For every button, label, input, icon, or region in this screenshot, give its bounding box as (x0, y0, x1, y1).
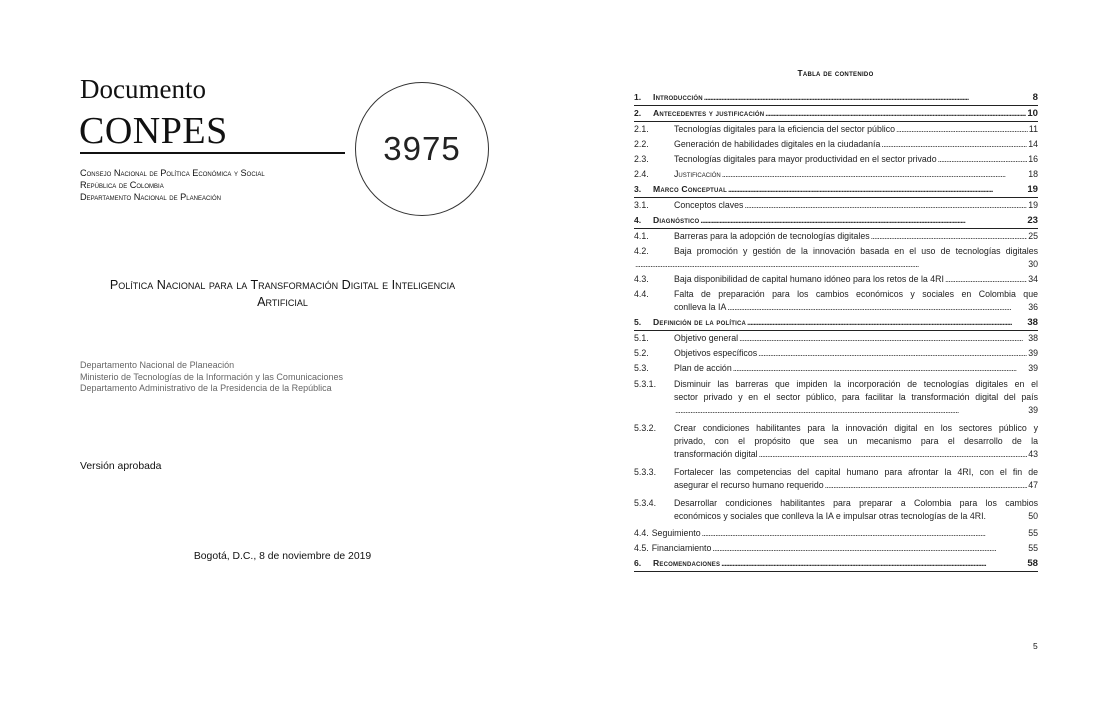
page-number: 5 (1033, 641, 1038, 651)
leader-dots (728, 183, 1026, 196)
toc-title: Tabla de contenido (797, 68, 874, 78)
toc-entry-number: 5.3.4. (634, 498, 657, 508)
toc-entry-label: Diagnóstico (653, 215, 700, 225)
toc-entry-label: Fortalecer las competencias del capital humano para afrontar la 4RI, con el fin de (674, 467, 1038, 477)
toc-entry-2-1[interactable] (634, 122, 1038, 137)
toc-entry-diagnostico[interactable] (634, 213, 1038, 229)
toc-entry-page: 47 (1028, 480, 1038, 490)
leader-dots (938, 153, 1028, 166)
toc-entry-number: 2.1. (634, 124, 649, 134)
leader-dots (881, 138, 1027, 151)
toc-entry-label: Tecnologías digitales para mayor productividad en el sector privado (674, 154, 937, 164)
leader-dots (733, 362, 1027, 375)
toc-entry-number: 3.1. (634, 200, 649, 210)
toc-entry-page: 18 (1028, 169, 1038, 179)
toc-entry-label: Plan de acción (674, 363, 732, 373)
toc-entry-5-3-2[interactable] (634, 420, 1038, 464)
toc-entry-number: 5. (634, 317, 642, 327)
toc-entry-4-4[interactable] (634, 287, 1038, 315)
toc-entry-introduccion[interactable] (634, 90, 1038, 106)
toc-entry-page: 14 (1028, 139, 1038, 149)
leader-dots (675, 404, 1027, 417)
toc-entry-label-cont: transformación digital (674, 449, 758, 459)
document-number: 3975 (383, 130, 461, 167)
policy-title-line: Política Nacional para la Transformación Digital e Inteligencia (109, 278, 456, 292)
toc-entry-page: 58 (1027, 558, 1038, 569)
toc-entry-5-3-1[interactable] (634, 376, 1038, 420)
leader-dots (704, 91, 1032, 104)
toc-entry-number: 5.1. (634, 333, 649, 343)
leader-dots (871, 230, 1028, 243)
toc-entry-page: 19 (1027, 184, 1038, 195)
toc-entry-number: 2. (634, 108, 642, 118)
title-rule (80, 152, 345, 154)
toc-entry-number: 5.3.1. (634, 379, 657, 389)
toc-entry-page: 10 (1027, 108, 1038, 119)
entity-line: Departamento Nacional de Planeación (80, 360, 235, 370)
leader-dots (721, 557, 1026, 570)
toc-entry-page: 11 (1028, 124, 1038, 134)
country-name: República de Colombia (80, 180, 164, 190)
toc-entry-number: 3. (634, 184, 642, 194)
toc-entry-page: 39 (1028, 348, 1038, 358)
toc-entry-label-cont: privado, con el propósito que sea un mecanismo para el desarrollo de la (674, 436, 1038, 446)
toc-entry-recomendaciones[interactable] (634, 556, 1038, 572)
toc-entry-number: 4.4. (634, 289, 649, 299)
leader-dots (700, 214, 1026, 227)
toc-entry-number: 2.3. (634, 154, 649, 164)
toc-entry-5-3-3[interactable] (634, 464, 1038, 495)
leader-dots (702, 527, 1028, 540)
toc-entry-page: 43 (1028, 449, 1038, 459)
toc-entry-seguimiento[interactable] (634, 526, 1038, 541)
toc-entry-page: 30 (1028, 259, 1038, 269)
toc-entry-5-3[interactable] (634, 361, 1038, 376)
toc-entry-label: Financiamiento (651, 543, 712, 553)
toc-entry-label: Definición de la política (653, 317, 747, 327)
toc-entry-number: 6. (634, 558, 642, 568)
version-label: Versión aprobada (80, 461, 162, 472)
toc-entry-label: Introducción (653, 92, 703, 102)
toc-entry-label-cont: sector privado y en el sector público, para facilitar la transformación digital del país (674, 392, 1038, 402)
leader-dots (896, 123, 1028, 136)
toc-entry-page: 8 (1032, 92, 1038, 103)
policy-title-line: Artificial (257, 295, 308, 309)
toc-entry-label: Conceptos claves (674, 200, 744, 210)
toc-entry-number: 4.2. (634, 246, 649, 256)
toc-entry-label: Antecedentes y justificación (653, 108, 765, 118)
toc-entry-number: 5.2. (634, 348, 649, 358)
toc-entry-5-1[interactable] (634, 331, 1038, 346)
conpes-title: CONPES (79, 110, 228, 152)
toc-entry-2-3[interactable] (634, 152, 1038, 167)
toc-entry-label-cont: económicos y sociales que conlleva la IA e impulsar otras tecnologías de la 4RI. (674, 511, 986, 521)
toc-entry-4-3[interactable] (634, 272, 1038, 287)
toc-entry-label: Marco Conceptual (653, 184, 727, 194)
dateline: Bogotá, D.C., 8 de noviembre de 2019 (193, 551, 372, 562)
document-number-circle (355, 82, 489, 216)
toc-entry-2-2[interactable] (634, 137, 1038, 152)
leader-dots (945, 273, 1027, 286)
toc-entry-label-cont: conlleva la IA (674, 302, 727, 312)
toc-entry-antecedentes[interactable] (634, 106, 1038, 122)
leader-dots (825, 479, 1028, 492)
leader-dots (722, 168, 1027, 181)
toc-entry-number: 2.2. (634, 139, 649, 149)
leader-dots (747, 316, 1026, 329)
toc-entry-page: 55 (1028, 528, 1038, 538)
toc-entry-label: Recomendaciones (653, 558, 721, 568)
toc-list (634, 90, 1038, 572)
toc-entry-number: 4.5. (634, 543, 649, 553)
toc-entry-label: Generación de habilidades digitales en la ciudadanía (674, 139, 881, 149)
toc-entry-number: 4.4. (634, 528, 649, 538)
toc-entry-page: 16 (1028, 154, 1038, 164)
toc-entry-number: 4. (634, 215, 642, 225)
toc-entry-number: 5.3.3. (634, 467, 657, 477)
leader-dots (744, 199, 1027, 212)
council-block (80, 167, 265, 203)
toc-entry-label: Baja promoción y gestión de la innovación basada en el uso de tecnologías digitales (674, 246, 1038, 256)
toc-entry-page: 38 (1028, 333, 1038, 343)
document-label: Documento (80, 74, 206, 104)
toc-entry-financiamiento[interactable] (634, 541, 1038, 556)
toc-entry-3-1[interactable] (634, 198, 1038, 213)
leader-dots (759, 448, 1028, 461)
toc-entry-page: 39 (1028, 363, 1038, 373)
toc-entry-label: Disminuir las barreras que impiden la incorporación de tecnologías digitales en el (674, 379, 1038, 389)
entities-block (80, 360, 343, 395)
leader-dots (635, 258, 1027, 271)
toc-entry-2-4[interactable] (634, 167, 1038, 182)
toc-entry-number: 5.3. (634, 363, 649, 373)
toc-entry-page: 23 (1027, 215, 1038, 226)
toc-entry-page: 38 (1027, 317, 1038, 328)
toc-page (557, 0, 1114, 718)
toc-entry-label: Desarrollar condiciones habilitantes para preparar a Colombia para los cambios (674, 498, 1038, 508)
entity-line: Ministerio de Tecnologías de la Información y las Comunicaciones (80, 371, 343, 382)
toc-entry-number: 4.3. (634, 274, 649, 284)
toc-entry-4-2[interactable] (634, 244, 1038, 272)
toc-entry-label: Baja disponibilidad de capital humano idóneo para los retos de la 4RI (674, 274, 944, 284)
department-name: Departamento Nacional de Planeación (80, 192, 221, 202)
toc-entry-page: 55 (1028, 543, 1038, 553)
toc-entry-number: 2.4. (634, 169, 649, 179)
toc-entry-5-3-4[interactable] (634, 495, 1038, 526)
toc-entry-page: 50 (1028, 511, 1038, 521)
toc-entry-number: 5.3.2. (634, 423, 657, 433)
toc-entry-label: Objetivos específicos (674, 348, 758, 358)
toc-entry-page: 39 (1028, 405, 1038, 415)
toc-entry-label: Tecnologías digitales para la eficiencia del sector público (674, 124, 896, 134)
toc-entry-label: Justificación (674, 169, 721, 179)
toc-entry-label: Objetivo general (674, 333, 739, 343)
toc-entry-label: Falta de preparación para los cambios económicos y sociales en Colombia que (674, 289, 1038, 299)
toc-entry-marco-conceptual[interactable] (634, 182, 1038, 198)
leader-dots (758, 347, 1027, 360)
toc-entry-number: 4.1. (634, 231, 649, 241)
toc-entry-page: 34 (1028, 274, 1038, 284)
toc-entry-number: 1. (634, 92, 642, 102)
toc-entry-page: 19 (1028, 200, 1038, 210)
toc-entry-page: 36 (1028, 302, 1038, 312)
leader-dots (727, 301, 1027, 314)
council-name: Consejo Nacional de Política Económica y Social (80, 168, 265, 178)
toc-entry-page: 25 (1028, 231, 1038, 241)
entity-line: Departamento Administrativo de la Presidencia de la República (80, 383, 332, 393)
leader-dots (765, 107, 1026, 120)
toc-entry-label-cont: asegurar el recurso humano requerido (674, 480, 824, 490)
leader-dots (712, 542, 1027, 555)
policy-title (70, 277, 495, 311)
leader-dots (739, 332, 1027, 345)
toc-entry-label: Seguimiento (651, 528, 701, 538)
toc-entry-label: Barreras para la adopción de tecnologías digitales (674, 231, 870, 241)
toc-entry-label: Crear condiciones habilitantes para la innovación digital en los sectores público y (674, 423, 1038, 433)
toc-entry-definicion-politica[interactable] (634, 315, 1038, 331)
toc-entry-5-2[interactable] (634, 346, 1038, 361)
toc-entry-4-1[interactable] (634, 229, 1038, 244)
